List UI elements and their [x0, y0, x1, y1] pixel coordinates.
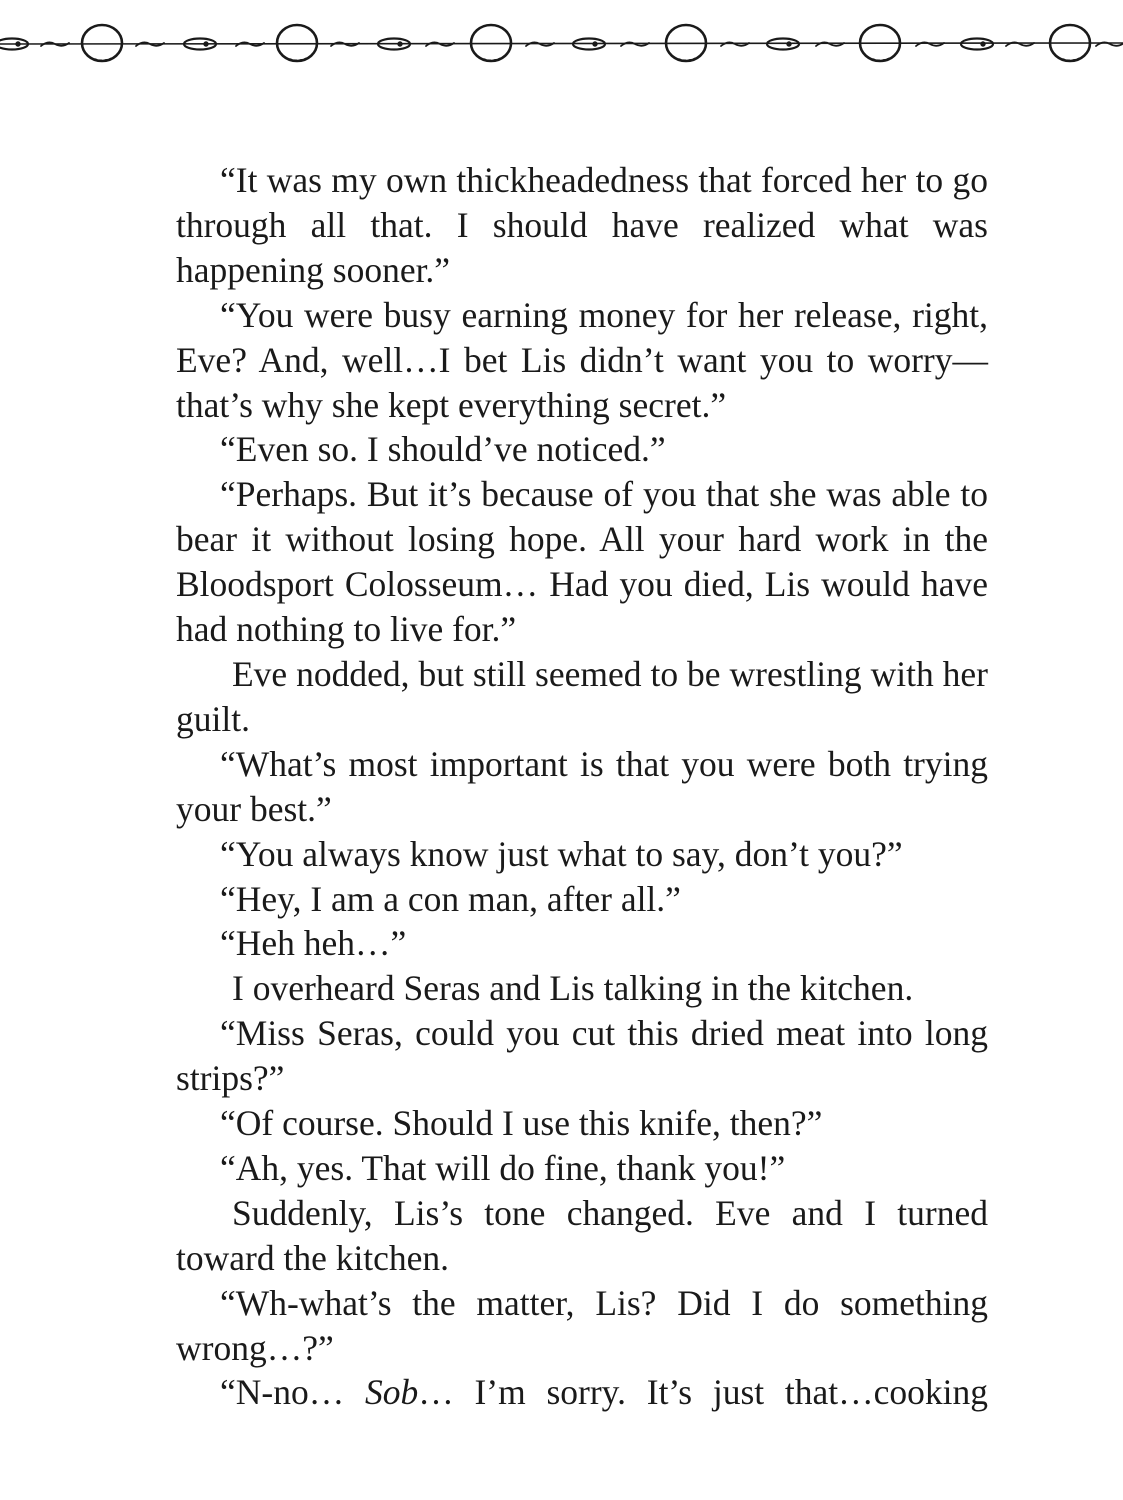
text-segment: “Wh-what’s the matter, Lis? Did I do something wrong…?”: [176, 1282, 988, 1368]
dialogue-paragraph: [176, 293, 988, 428]
text-segment: “What’s most important is that you were both trying your best.”: [176, 743, 988, 829]
dialogue-paragraph: [176, 832, 988, 877]
dialogue-paragraph: [176, 158, 988, 293]
dialogue-paragraph: [176, 1101, 988, 1146]
dialogue-paragraph: [176, 427, 988, 472]
chain-link: [961, 39, 993, 50]
dialogue-paragraph: [176, 877, 988, 922]
text-segment: Eve nodded, but still seemed to be wrestling with her guilt.: [176, 653, 988, 739]
dialogue-paragraph: [176, 1370, 988, 1415]
book-page-text: [176, 158, 988, 1415]
narration-paragraph: [176, 652, 988, 742]
narration-paragraph: [176, 1191, 988, 1281]
text-segment: “You were busy earning money for her release, right, Eve? And, well…I bet Lis didn’t want you to worry—that’s why she kept everything secret.”: [176, 294, 988, 425]
dialogue-paragraph: [176, 1011, 988, 1101]
text-segment: “You always know just what to say, don’t you?”: [220, 833, 903, 874]
italic-text-segment: Sob: [364, 1372, 419, 1413]
text-segment: “Ah, yes. That will do fine, thank you!”: [220, 1147, 786, 1188]
dialogue-paragraph: [176, 921, 988, 966]
text-segment: “Hey, I am a con man, after all.”: [220, 878, 681, 919]
narration-paragraph: [176, 966, 988, 1011]
text-segment: “Heh heh…”: [220, 923, 407, 964]
dialogue-paragraph: [176, 742, 988, 832]
text-segment: “Of course. Should I use this knife, then?”: [220, 1103, 823, 1144]
text-segment: … I’m sorry. It’s just that…cooking: [418, 1372, 988, 1413]
chain-border-ornament: [0, 6, 1123, 78]
text-segment: Suddenly, Lis’s tone changed. Eve and I turned toward the kitchen.: [176, 1192, 988, 1278]
text-segment: “Perhaps. But it’s because of you that she was able to bear it without losing hope. All your hard work in the Bloodsport Colosseum… Had you died, Lis would have had nothing to live for.”: [176, 474, 988, 650]
text-segment: “It was my own thickheadedness that forced her to go through all that. I should have realized what was happening sooner.”: [176, 160, 988, 290]
text-segment: I overheard Seras and Lis talking in the kitchen.: [232, 968, 914, 1009]
dialogue-paragraph: [176, 472, 988, 652]
text-segment: “Even so. I should’ve noticed.”: [220, 429, 666, 470]
text-segment: “Miss Seras, could you cut this dried meat into long strips?”: [176, 1013, 988, 1099]
text-segment: “N-no…: [220, 1372, 365, 1413]
dialogue-paragraph: [176, 1146, 988, 1191]
dialogue-paragraph: [176, 1281, 988, 1371]
